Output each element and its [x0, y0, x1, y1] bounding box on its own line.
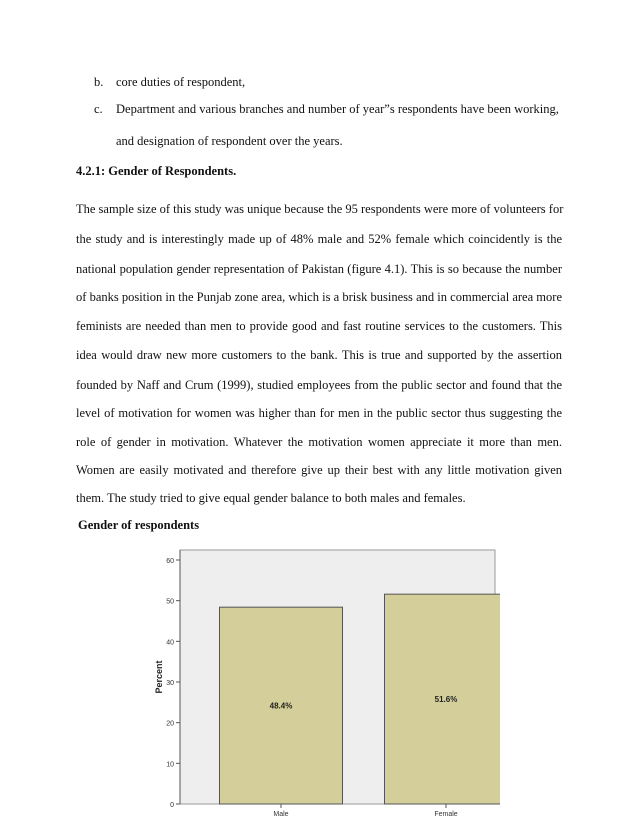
paragraph-line: feminists are needed than men to provide good and fast routine services to the customers. This [76, 319, 562, 333]
list-text: core duties of respondent, [116, 75, 246, 89]
paragraph-line: Women are easily motivated and therefore give up their best with any little motivation given [76, 463, 562, 477]
list-marker: c. [94, 102, 103, 116]
y-tick-label: 60 [166, 558, 174, 565]
y-tick-label: 30 [166, 680, 174, 687]
y-tick-label: 10 [166, 761, 174, 769]
y-tick-label: 50 [166, 598, 174, 606]
list-marker: b. [94, 75, 104, 89]
gender-bar-chart [150, 546, 500, 826]
x-tick-label: Male [273, 811, 289, 818]
y-tick-label: 20 [166, 720, 174, 728]
paragraph-line: of banks position in the Punjab zone area, which is a brisk business and in commercial area more [76, 290, 562, 304]
list-text: Department and various branches and number of year”s respondents have been working, [116, 102, 559, 116]
paragraph-line: the study and is interestingly made up of 48% male and 52% female which coincidently is the [76, 232, 562, 246]
y-tick-label: 40 [166, 639, 174, 647]
y-tick-label: 0 [170, 802, 174, 809]
paragraph-line: The sample size of this study was unique because the 95 respondents were more of volunteers for [76, 202, 564, 216]
list-item-c-continuation: and designation of respondent over the years. [116, 134, 343, 148]
data-label: 51.6% [434, 695, 458, 705]
paragraph-line: level of motivation for women was higher than for men in the public sector thus suggesting the [76, 406, 562, 420]
paragraph-line: role of gender in motivation. Whatever the motivation women appreciate it more than men. [76, 435, 562, 449]
paragraph-line: idea would draw new more customers to the bank. This is true and supported by the assertion [76, 348, 562, 362]
data-label: 48.4% [269, 701, 293, 711]
paragraph-line: national population gender representation of Pakistan (figure 4.1). This is so because the number [76, 262, 562, 276]
section-heading: 4.2.1: Gender of Respondents. [76, 164, 237, 178]
y-axis-label: Percent [154, 660, 164, 694]
figure-caption: Gender of respondents [78, 518, 200, 532]
chart-svg [150, 546, 500, 826]
x-tick-label: Female [434, 811, 458, 818]
paragraph-line: them. The study tried to give equal gender balance to both males and females. [76, 491, 466, 505]
paragraph-line: founded by Naff and Crum (1999), studied employees from the public sector and found that the [76, 378, 562, 392]
